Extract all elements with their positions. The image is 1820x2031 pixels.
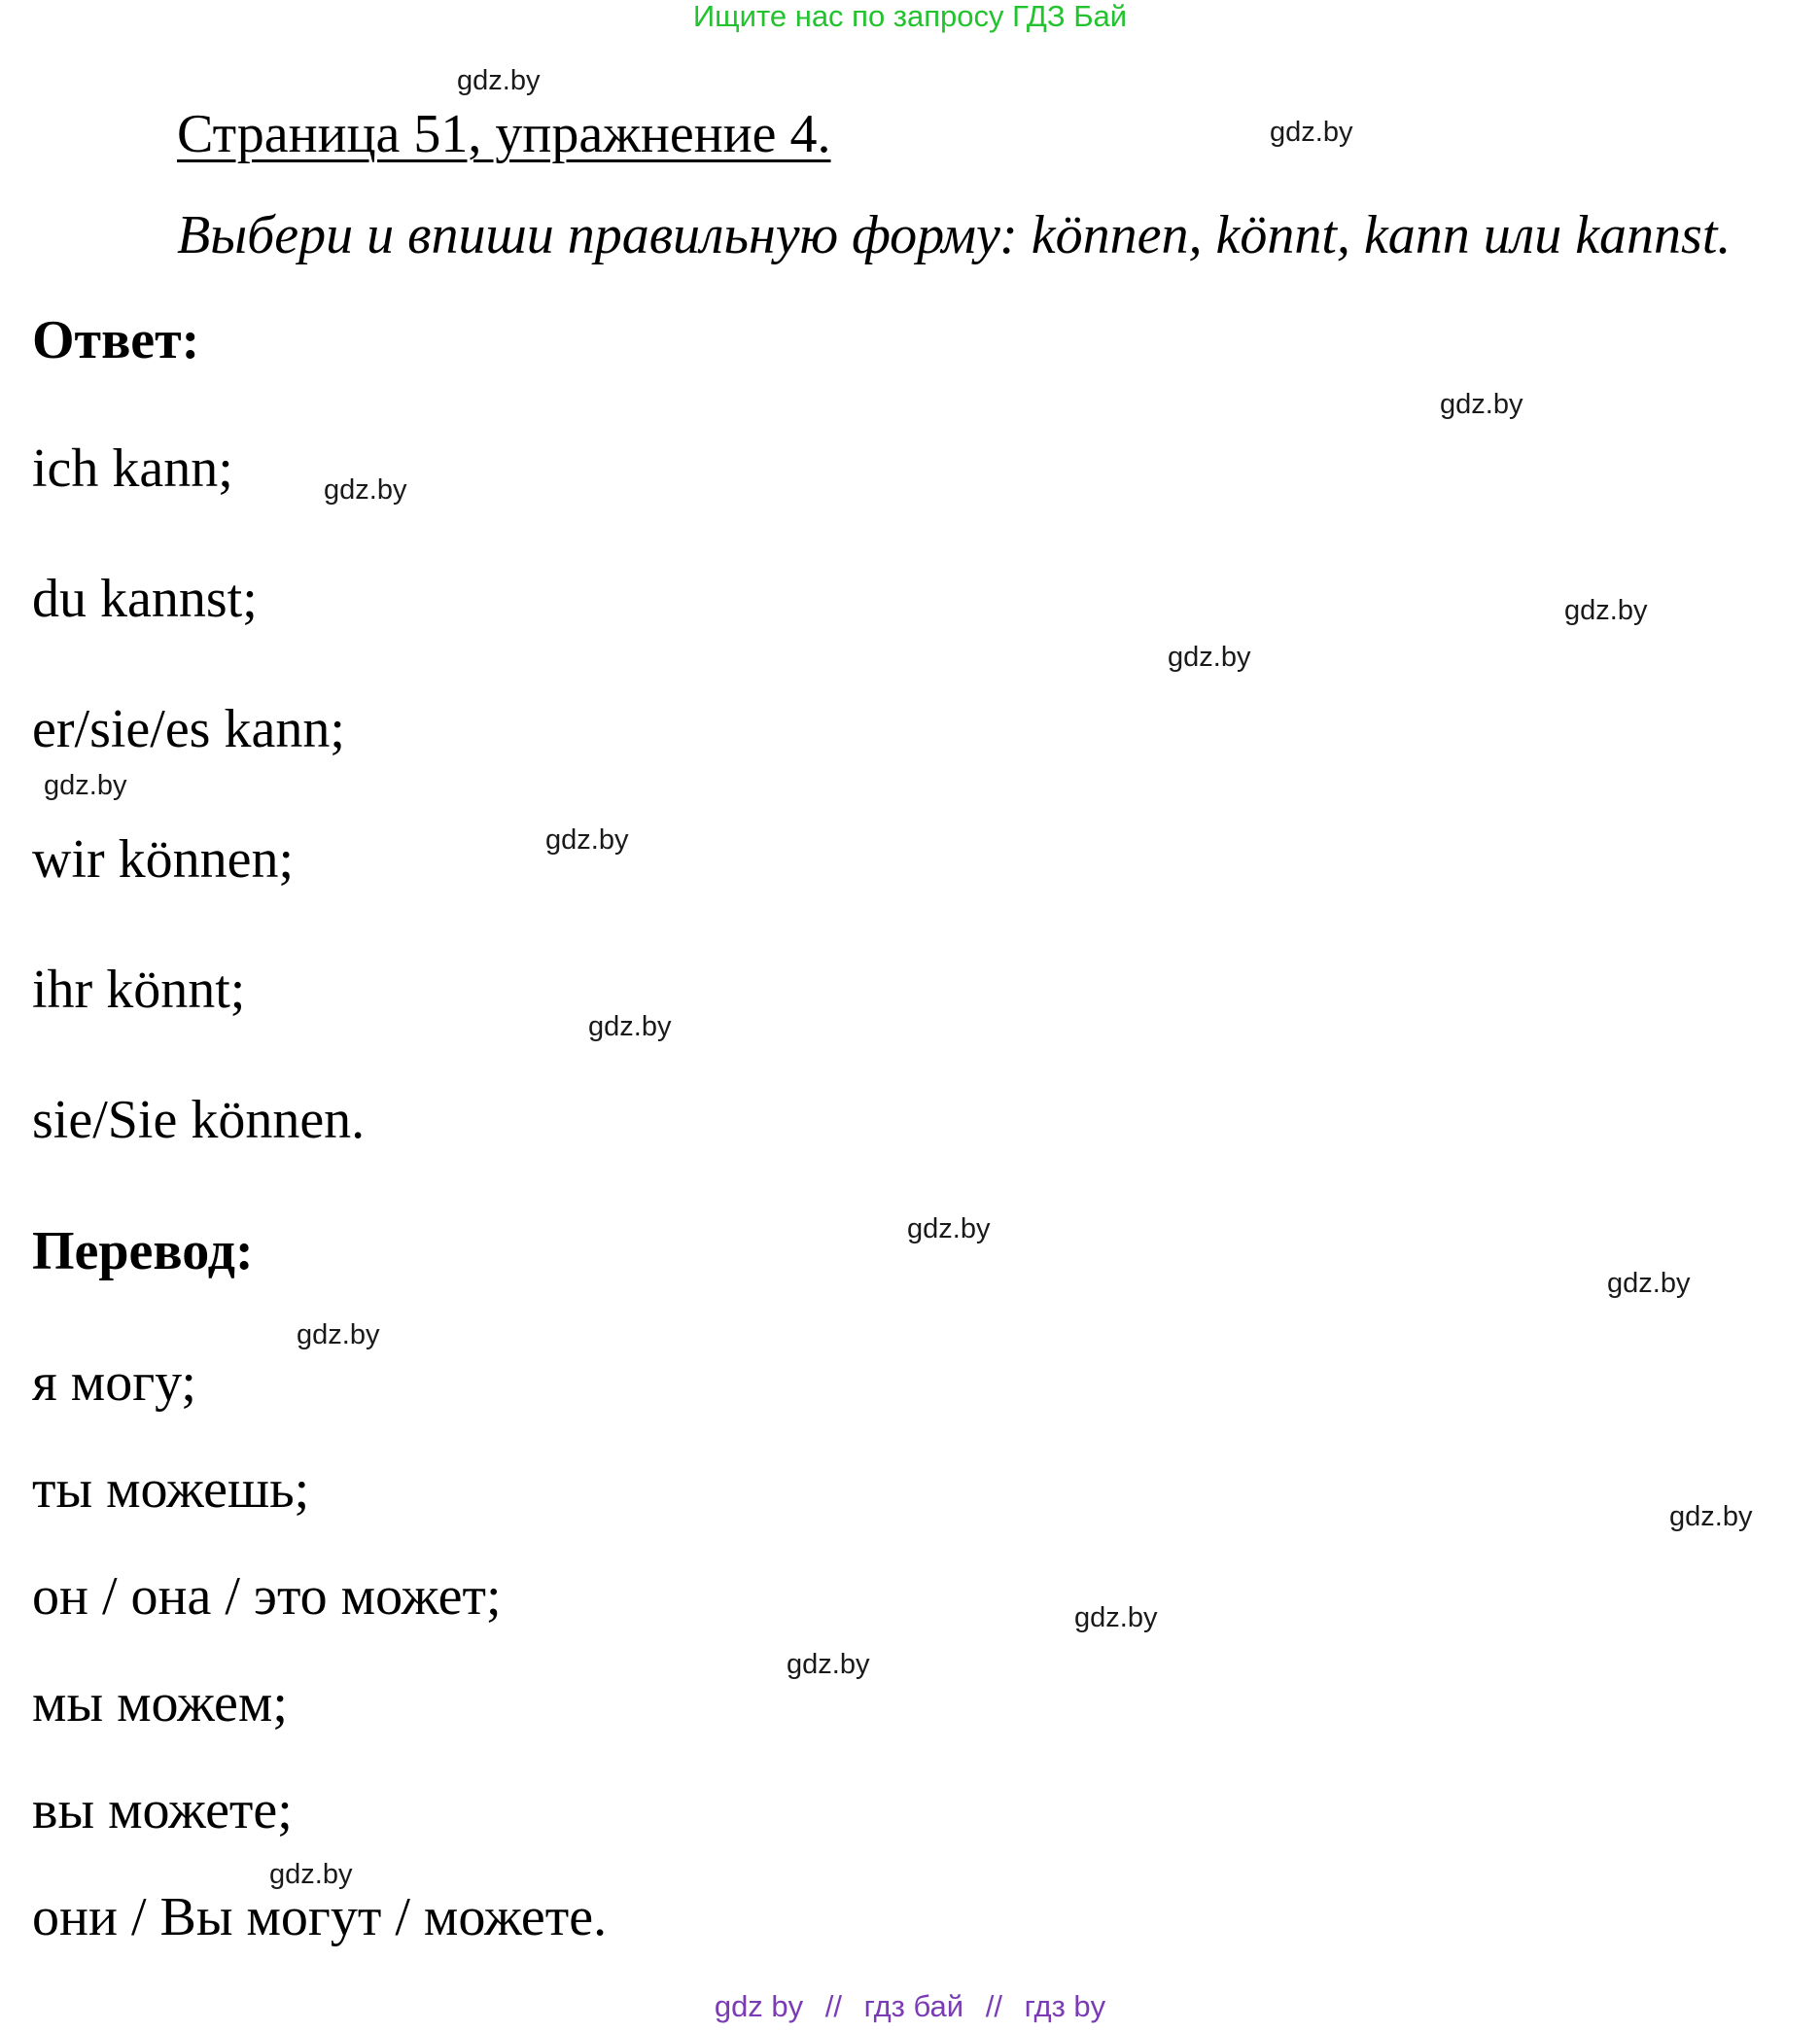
watermark: gdz.by [44,770,127,801]
list-item: ihr könnt; [32,960,246,1020]
list-item: wir können; [32,829,295,890]
list-item: я могу; [32,1352,196,1413]
list-item: ты можешь; [32,1459,310,1520]
footer-separator: // [824,1989,843,2023]
watermark: gdz.by [787,1649,870,1680]
watermark: gdz.by [588,1011,672,1042]
watermark: gdz.by [269,1859,353,1890]
translation-list [32,1351,607,1993]
watermark: gdz.by [1270,117,1353,148]
footer-link-gdz-by-cyr[interactable]: гдз by [1024,1989,1106,2023]
watermark: gdz.by [324,474,407,506]
watermark: gdz.by [1074,1602,1158,1633]
footer-link-gdz-by[interactable]: gdz by [714,1989,804,2023]
footer-link-gdz-bay[interactable]: гдз бай [863,1989,964,2023]
watermark: gdz.by [907,1213,991,1244]
list-item: er/sie/es kann; [32,699,345,759]
watermark: gdz.by [1564,595,1648,626]
footer [0,1989,1820,2024]
exercise-instruction: Выбери и впиши правильную форму: können, könnt, kann или kannst. [177,205,1732,265]
list-item: они / Вы могут / можете. [32,1887,608,1947]
list-item: du kannst; [32,569,258,629]
watermark: gdz.by [297,1319,380,1350]
top-banner: Ищите нас по запросу ГДЗ Бай [692,0,1128,33]
translation-heading: Перевод: [32,1221,254,1281]
watermark: gdz.by [1168,642,1251,673]
footer-separator: // [985,1989,1002,2023]
answer-list [32,438,365,1219]
list-item: вы можете; [32,1780,293,1840]
watermark: gdz.by [1440,389,1523,420]
list-item: ich kann; [32,438,233,499]
list-item: sie/Sie können. [32,1090,366,1150]
watermark: gdz.by [1669,1501,1753,1532]
watermark: gdz.by [1607,1268,1691,1299]
answer-heading: Ответ: [32,310,200,370]
watermark: gdz.by [545,824,629,856]
page-title: Страница 51, упражнение 4. [177,104,831,164]
list-item: мы можем; [32,1673,288,1733]
watermark: gdz.by [457,65,541,96]
list-item: он / она / это может; [32,1566,502,1627]
